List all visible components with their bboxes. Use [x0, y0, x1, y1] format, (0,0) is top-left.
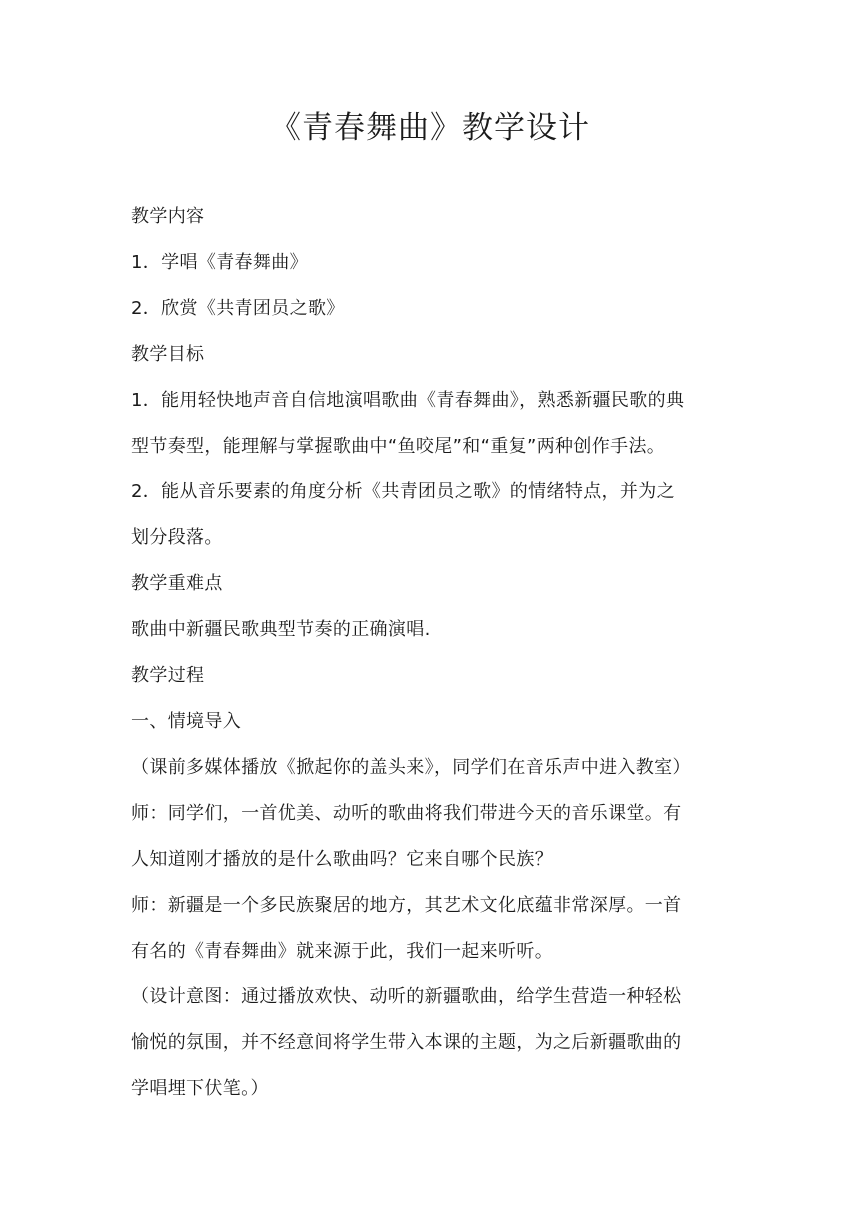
- goal-2-line-2: 划分段落。: [131, 527, 223, 549]
- design-intent-line-1: （设计意图：通过播放欢快、动听的新疆歌曲，给学生营造一种轻松: [131, 986, 682, 1008]
- stage-direction: （课前多媒体播放《掀起你的盖头来》，同学们在音乐声中进入教室）: [131, 756, 691, 778]
- document-body: [131, 194, 731, 1112]
- goal-2-line-1: 2．能从音乐要素的角度分析《共青团员之歌》的情绪特点，并为之: [131, 481, 675, 503]
- heading-teaching-process: 教学过程: [131, 665, 205, 687]
- teacher-line-2a: 师：新疆是一个多民族聚居的地方，其艺术文化底蕴非常深厚。一首: [131, 894, 682, 916]
- key-points-text: 歌曲中新疆民歌典型节奏的正确演唱.: [131, 619, 431, 641]
- content-item-2: 2．欣赏《共青团员之歌》: [131, 297, 345, 319]
- design-intent-line-2: 愉悦的氛围，并不经意间将学生带入本课的主题，为之后新疆歌曲的: [131, 1032, 682, 1054]
- goal-1-line-2: 型节奏型，能理解与掌握歌曲中“鱼咬尾”和“重复”两种创作手法。: [131, 435, 666, 457]
- heading-key-points: 教学重难点: [131, 573, 223, 595]
- heading-teaching-goals: 教学目标: [131, 343, 205, 365]
- content-item-1: 1．学唱《青春舞曲》: [131, 251, 308, 273]
- design-intent-line-3: 学唱埋下伏笔。）: [131, 1078, 269, 1100]
- heading-teaching-content: 教学内容: [131, 206, 205, 227]
- goal-1-line-1: 1．能用轻快地声音自信地演唱歌曲《青春舞曲》，熟悉新疆民歌的典: [131, 389, 685, 411]
- section-1-heading: 一、情境导入: [131, 710, 242, 732]
- teacher-line-1a: 师：同学们，一首优美、动听的歌曲将我们带进今天的音乐课堂。有: [131, 802, 682, 824]
- teacher-line-1b: 人知道刚才播放的是什么歌曲吗？它来自哪个民族？: [131, 848, 554, 870]
- document-title: 《青春舞曲》教学设计: [270, 110, 590, 146]
- teacher-line-2b: 有名的《青春舞曲》就来源于此，我们一起来听听。: [131, 940, 554, 962]
